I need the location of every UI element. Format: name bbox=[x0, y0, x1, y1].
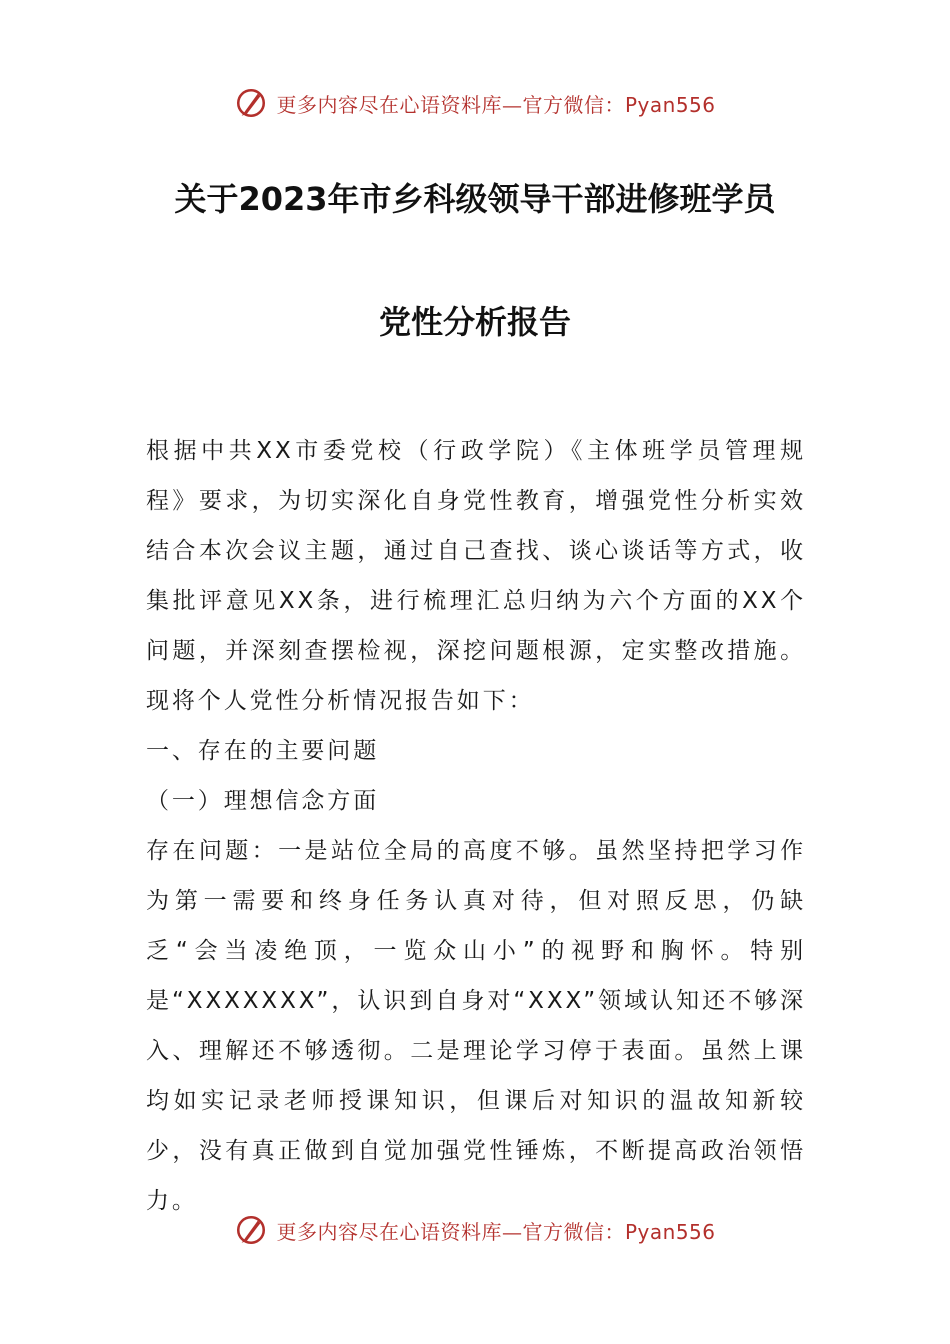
section-heading: 一、存在的主要问题 bbox=[146, 738, 380, 764]
document-body bbox=[146, 426, 806, 1226]
watermark-footer bbox=[0, 1210, 950, 1250]
watermark-text: 更多内容尽在心语资料库—官方微信：Pyan556 bbox=[276, 92, 716, 117]
document-title-line-2: 党性分析报告 bbox=[378, 303, 571, 341]
problem-paragraph: 存在问题：一是站位全局的高度不够。虽然坚持把学习作为第一需要和终身任务认真对待，但对照反思，仍缺乏“会当凌绝顶，一览众山小”的视野和胸怀。特别是“XXXXXXX”，认识到自身对“XXX”领域认知还不够深入、理解还不够透彻。二是理论学习停于表面。虽然上课均如实记录老师授课知识，但课后对知识的温故知新较少，没有真正做到自觉加强党性锤炼，不断提高政治领悟力。 bbox=[146, 838, 806, 1214]
watermark-text: 更多内容尽在心语资料库—官方微信：Pyan556 bbox=[276, 1219, 716, 1244]
pen-in-circle-logo-icon bbox=[234, 86, 268, 120]
document-title-line-1: 关于2023年市乡科级领导干部进修班学员 bbox=[174, 180, 776, 218]
subsection-heading: （一）理想信念方面 bbox=[146, 788, 380, 814]
intro-paragraph: 根据中共XX市委党校（行政学院）《主体班学员管理规程》要求，为切实深化自身党性教育，增强党性分析实效结合本次会议主题，通过自己查找、谈心谈话等方式，收集批评意见XX条，进行梳理汇总归纳为六个方面的XX个问题，并深刻查摆检视，深挖问题根源，定实整改措施。现将个人党性分析情况报告如下： bbox=[146, 438, 806, 714]
watermark-header bbox=[0, 83, 950, 123]
pen-in-circle-logo-icon bbox=[234, 1213, 268, 1247]
